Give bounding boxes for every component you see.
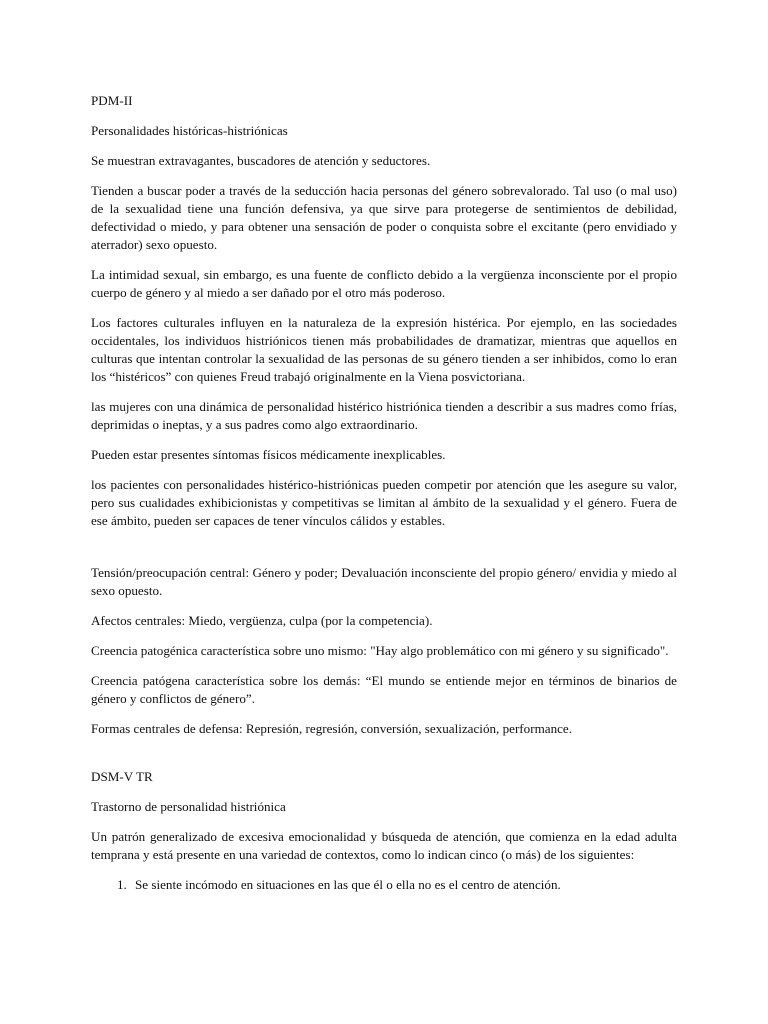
dsm-intro: Un patrón generalizado de excesiva emocionalidad y búsqueda de atención, que comienza en la edad adulta temprana y está presente en una variedad de contextos, como lo indican cinco (o más) de los siguientes: [91, 829, 677, 862]
paragraph: los pacientes con personalidades histérico-histriónicas pueden competir por atención que les asegure su valor, pero sus cualidades exhibicionistas y competitivas se limitan al ámbito de la sexualidad y el género. Fuera de ese ámbito, pueden ser capaces de tener vínculos cálidos y estables. [91, 477, 677, 528]
section-title: Personalidades históricas-histriónicas [91, 123, 288, 138]
document-header: PDM-II [91, 93, 133, 108]
feature-paragraph: Formas centrales de defensa: Represión, regresión, conversión, sexualización, performance. [91, 721, 573, 736]
dsm-header: DSM-V TR [91, 769, 153, 784]
paragraph: Se muestran extravagantes, buscadores de atención y seductores. [91, 153, 431, 168]
paragraph: Los factores culturales influyen en la naturaleza de la expresión histérica. Por ejemplo, en las sociedades occidentales, los individuos histriónicos tienen más probabilidades de dramatizar, mientras que aquellos en culturas que intentan controlar la sexualidad de las personas de su género tienden a ser inhibidos, como lo eran los “histéricos” con quienes Freud trabajó originalmente en la Viena posvictoriana. [91, 315, 677, 384]
criteria-list [91, 876, 677, 894]
feature-paragraph: Tensión/preocupación central: Género y poder; Devaluación inconsciente del propio género/ envidia y miedo al sexo opuesto. [91, 565, 677, 598]
paragraph: Pueden estar presentes síntomas físicos médicamente inexplicables. [91, 447, 446, 462]
feature-paragraph: Afectos centrales: Miedo, vergüenza, culpa (por la competencia). [91, 613, 433, 628]
criteria-number: 1. [117, 877, 127, 892]
paragraph: las mujeres con una dinámica de personalidad histérico histriónica tienden a describir a sus madres como frías, deprimidas o ineptas, y a sus padres como algo extraordinario. [91, 399, 677, 432]
paragraph: La intimidad sexual, sin embargo, es una fuente de conflicto debido a la vergüenza inconsciente por el propio cuerpo de género y al miedo a ser dañado por el otro más poderoso. [91, 267, 677, 300]
feature-paragraph: Creencia patógena característica sobre los demás: “El mundo se entiende mejor en términos de binarios de género y conflictos de género”. [91, 673, 677, 706]
criteria-item [117, 876, 677, 894]
criteria-text: Se siente incómodo en situaciones en las que él o ella no es el centro de atención. [135, 877, 561, 892]
feature-paragraph: Creencia patogénica característica sobre uno mismo: "Hay algo problemático con mi género y su significado". [91, 643, 669, 658]
paragraph: Tienden a buscar poder a través de la seducción hacia personas del género sobrevalorado. Tal uso (o mal uso) de la sexualidad tiene una función defensiva, ya que sirve para protegerse de sentimientos de debilidad, defectividad o miedo, y para obtener una sensación de poder o conquista sobre el excitante (pero envidiado y aterrador) sexo opuesto. [91, 183, 677, 252]
dsm-title: Trastorno de personalidad histriónica [91, 799, 286, 814]
